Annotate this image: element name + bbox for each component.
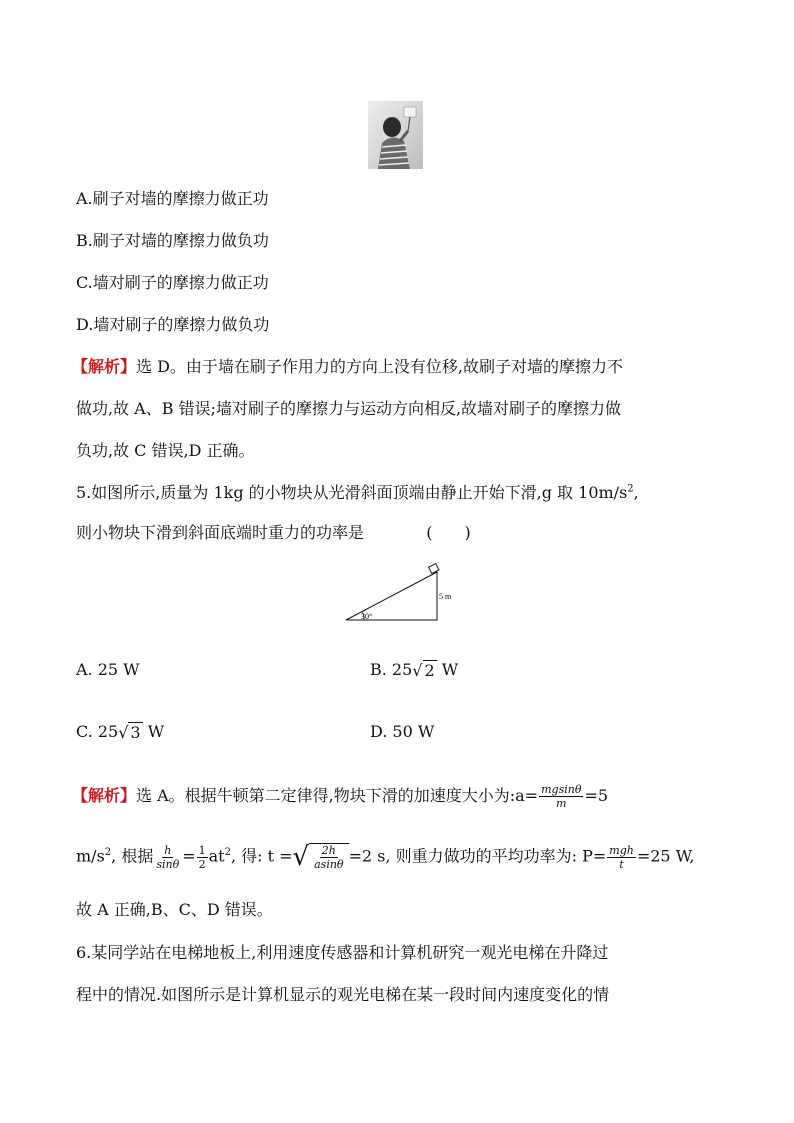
q5-stem-line-2: 则小物块下滑到斜面底端时重力的功率是 ( ) xyxy=(76,523,471,542)
q4-option-b: B.刷子对墙的摩擦力做负功 xyxy=(76,231,269,250)
sqrt-expression: √ $\frac{2h}{asin\theta}$ xyxy=(293,843,349,871)
q5-analysis-line-2: $m/s^2$, 根据 $\frac{h}{\sin\theta}$ = $\frac{1}{2}$ $at^2$, 得: t =√ $\frac{2h}{asin\theta}$ =2 s, 则重力做功的平均功率为: P= $\frac{\text{mgh}}{t}$ =25 W, xyxy=(76,842,695,872)
height-label: 5 m xyxy=(439,592,452,601)
q5-option-d: D. 50 W xyxy=(370,722,435,741)
q5-option-a: A. 25 W xyxy=(76,660,140,679)
fraction-mgsin-over-m: $\frac{mgsin\theta}{m}$ xyxy=(541,783,582,810)
analysis-tag: 【解析】 xyxy=(72,357,137,376)
answer-bracket: ( ) xyxy=(426,523,471,542)
analysis-tag: 【解析】 xyxy=(72,786,137,805)
q6-stem-line-1: 6.某同学站在电梯地板上,利用速度传感器和计算机研究一观光电梯在升降过 xyxy=(76,943,609,962)
q4-option-d: D.墙对刷子的摩擦力做负功 xyxy=(76,315,270,334)
q5-option-b: B. 25√ 2 W xyxy=(370,660,459,680)
fraction-h-over-sin: $\frac{h}{\sin\theta}$ xyxy=(156,843,180,871)
q5-option-c: C. 25√ 3 W xyxy=(76,722,165,742)
fraction-half: $\frac{1}{2}$ xyxy=(198,843,206,871)
q4-option-a: A.刷子对墙的摩擦力做正功 xyxy=(76,189,269,208)
q6-stem-line-2: 程中的情况.如图所示是计算机显示的观光电梯在某一段时间内速度变化的情 xyxy=(76,985,610,1004)
fraction-mgh-over-t: $\frac{\text{mgh}}{t}$ xyxy=(609,843,634,871)
painting-person-photo xyxy=(368,101,423,169)
q4-analysis-line-3: 负功,故 C 错误,D 正确。 xyxy=(76,441,255,460)
q5-analysis-line-3: 故 A 正确,B、C、D 错误。 xyxy=(76,900,273,919)
q5-analysis-line-1: 【解析】选 A。根据牛顿第二定律得,物块下滑的加速度大小为:a= $\frac{mgsin\theta}{m}$ =5 xyxy=(72,783,609,810)
q4-option-c: C.墙对刷子的摩擦力做正功 xyxy=(76,273,269,292)
q5-stem-line-1: 5.如图所示,质量为 1kg 的小物块从光滑斜面顶端由静止开始下滑,g 取 $10m/s^2$, xyxy=(76,483,639,502)
angle-label: 30° xyxy=(361,612,373,621)
incline-diagram xyxy=(342,562,452,624)
q4-analysis-line-2: 做功,故 A、B 错误;墙对刷子的摩擦力与运动方向相反,故墙对刷子的摩擦力做 xyxy=(76,399,622,418)
q4-analysis-line-1: 【解析】选 D。由于墙在刷子作用力的方向上没有位移,故刷子对墙的摩擦力不 xyxy=(72,357,624,376)
